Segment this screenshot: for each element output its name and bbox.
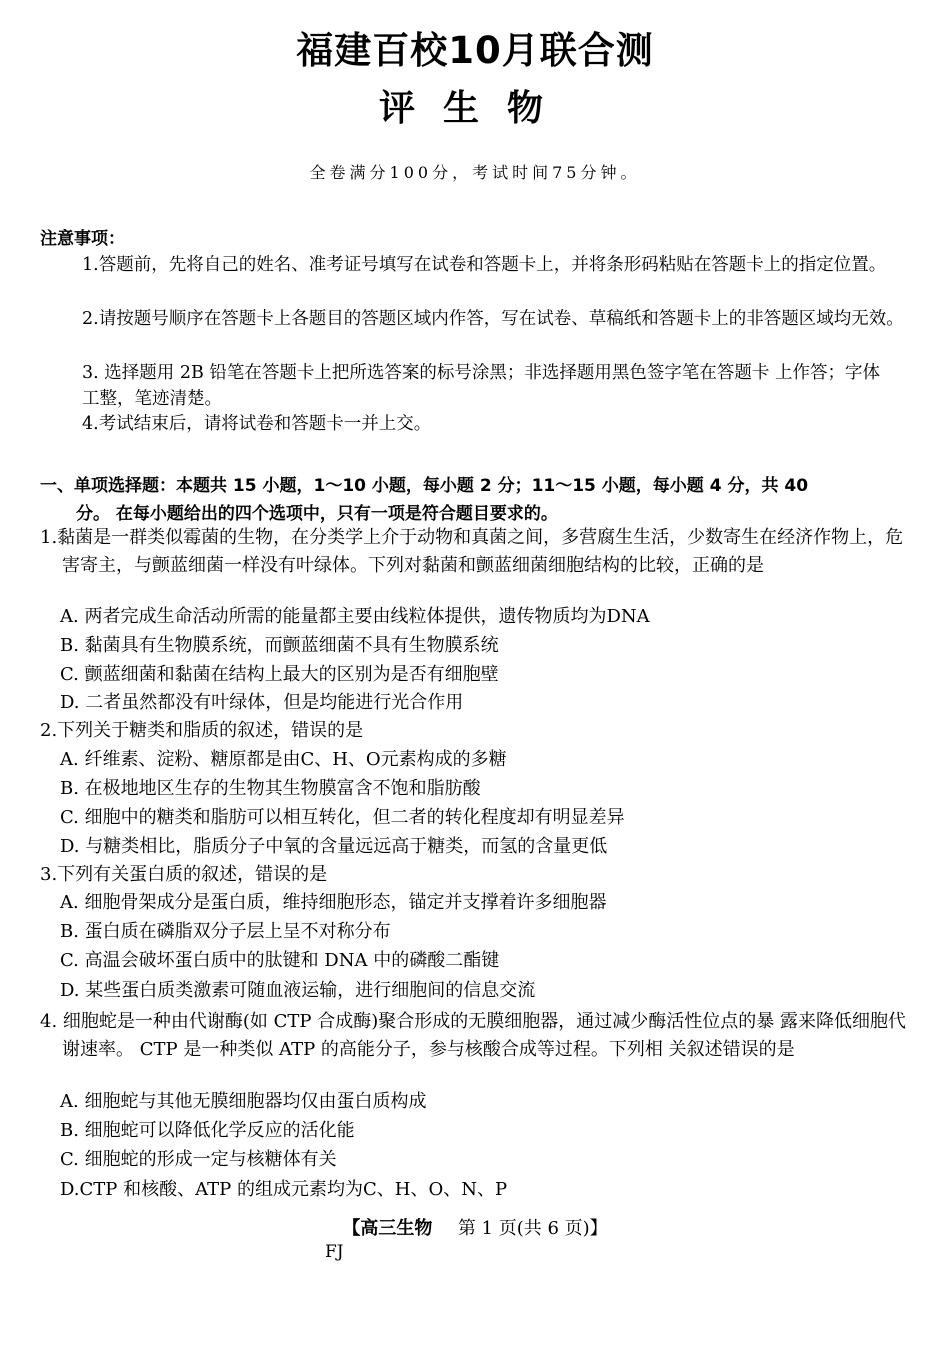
question-3 bbox=[40, 861, 910, 889]
question-stem: 4. 细胞蛇是一种由代谢酶(如 CTP 合成酶)聚合形成的无膜细胞器，通过减少酶活性位点的暴 露来降低细胞代谢速率。 CTP 是一种类似 ATP 的高能分子，参与核酸合成等过程。下列相 关叙述错误的是 bbox=[40, 1011, 906, 1060]
footer-subject: 【高三生物 bbox=[342, 1218, 433, 1239]
note-item-2: 2.请按题号顺序在答题卡上各题目的答题区域内作答，写在试卷、草稿纸和答题卡上的非答题区域均无效。 bbox=[82, 309, 904, 329]
note-item-4: 4.考试结束后，请将试卷和答题卡一并上交。 bbox=[82, 414, 432, 434]
notes-heading: 注意事项： bbox=[40, 229, 125, 249]
question-stem: 2.下列关于糖类和脂质的叙述，错误的是 bbox=[40, 720, 364, 741]
exam-score-time: 全卷满分100分，考试时间75分钟。 bbox=[309, 163, 641, 182]
question-4-option-d: D.CTP 和核酸、ATP 的组成元素均为C、H、O、N、P bbox=[60, 1179, 508, 1200]
exam-title: 福建百校10月联合测 bbox=[296, 29, 654, 72]
note-item-1: 1.答题前，先将自己的姓名、准考证号填写在试卷和答题卡上，并将条形码粘贴在答题卡上的指定位置。 bbox=[82, 255, 887, 275]
page-footer bbox=[0, 1214, 950, 1240]
question-2 bbox=[40, 717, 910, 745]
section-heading-line2: 分。 在每小题给出的四个选项中，只有一项是符合题目要求的。 bbox=[76, 504, 558, 524]
question-1-option-a: A. 两者完成生命活动所需的能量都主要由线粒体提供，遗传物质均为DNA bbox=[60, 606, 650, 627]
question-2-option-b: B. 在极地地区生存的生物其生物膜富含不饱和脂肪酸 bbox=[60, 778, 481, 799]
exam-subject-title: 评生物 bbox=[378, 88, 571, 129]
question-1 bbox=[40, 524, 910, 579]
question-4-option-a: A. 细胞蛇与其他无膜细胞器均仅由蛋白质构成 bbox=[60, 1091, 427, 1112]
section-heading bbox=[40, 472, 910, 528]
question-4-option-b: B. 细胞蛇可以降低化学反应的活化能 bbox=[60, 1120, 355, 1141]
footer-page-number: 第 1 页(共 6 页)】 bbox=[457, 1218, 608, 1239]
question-stem: 3.下列有关蛋白质的叙述，错误的是 bbox=[40, 864, 328, 885]
footer-region-code: FJ bbox=[325, 1242, 344, 1262]
question-1-option-b: B. 黏菌具有生物膜系统，而颤蓝细菌不具有生物膜系统 bbox=[60, 635, 499, 656]
question-4-option-c: C. 细胞蛇的形成一定与核糖体有关 bbox=[60, 1149, 337, 1170]
note-item-3: 3. 选择题用 2B 铅笔在答题卡上把所选答案的标号涂黑；非选择题用黑色签字笔在答题卡 上作答；字体工整，笔迹清楚。 bbox=[82, 363, 880, 409]
section-heading-line1: 一、单项选择题：本题共 15 小题，1～10 小题，每小题 2 分；11～15 小题，每小题 4 分，共 40 bbox=[40, 476, 809, 496]
question-3-option-a: A. 细胞骨架成分是蛋白质，维持细胞形态，锚定并支撑着许多细胞器 bbox=[60, 892, 607, 913]
question-3-option-c: C. 高温会破坏蛋白质中的肽键和 DNA 中的磷酸二酯键 bbox=[60, 950, 500, 971]
question-4 bbox=[40, 1008, 910, 1063]
question-3-option-d: D. 某些蛋白质类激素可随血液运输，进行细胞间的信息交流 bbox=[60, 980, 536, 1001]
question-1-option-d: D. 二者虽然都没有叶绿体，但是均能进行光合作用 bbox=[60, 692, 464, 713]
question-2-option-d: D. 与糖类相比，脂质分子中氧的含量远远高于糖类，而氢的含量更低 bbox=[60, 836, 608, 857]
question-1-option-c: C. 颤蓝细菌和黏菌在结构上最大的区别为是否有细胞壁 bbox=[60, 664, 499, 685]
question-2-option-a: A. 纤维素、淀粉、糖原都是由C、H、O元素构成的多糖 bbox=[60, 749, 507, 770]
question-2-option-c: C. 细胞中的糖类和脂肪可以相互转化，但二者的转化程度却有明显差异 bbox=[60, 807, 625, 828]
question-stem: 1.黏菌是一群类似霉菌的生物，在分类学上介于动物和真菌之间，多营腐生生活，少数寄生在经济作物上，危害寄主，与颤蓝细菌一样没有叶绿体。下列对黏菌和颤蓝细菌细胞结构的比较，正确的是 bbox=[40, 527, 904, 576]
question-3-option-b: B. 蛋白质在磷脂双分子层上呈不对称分布 bbox=[60, 921, 391, 942]
